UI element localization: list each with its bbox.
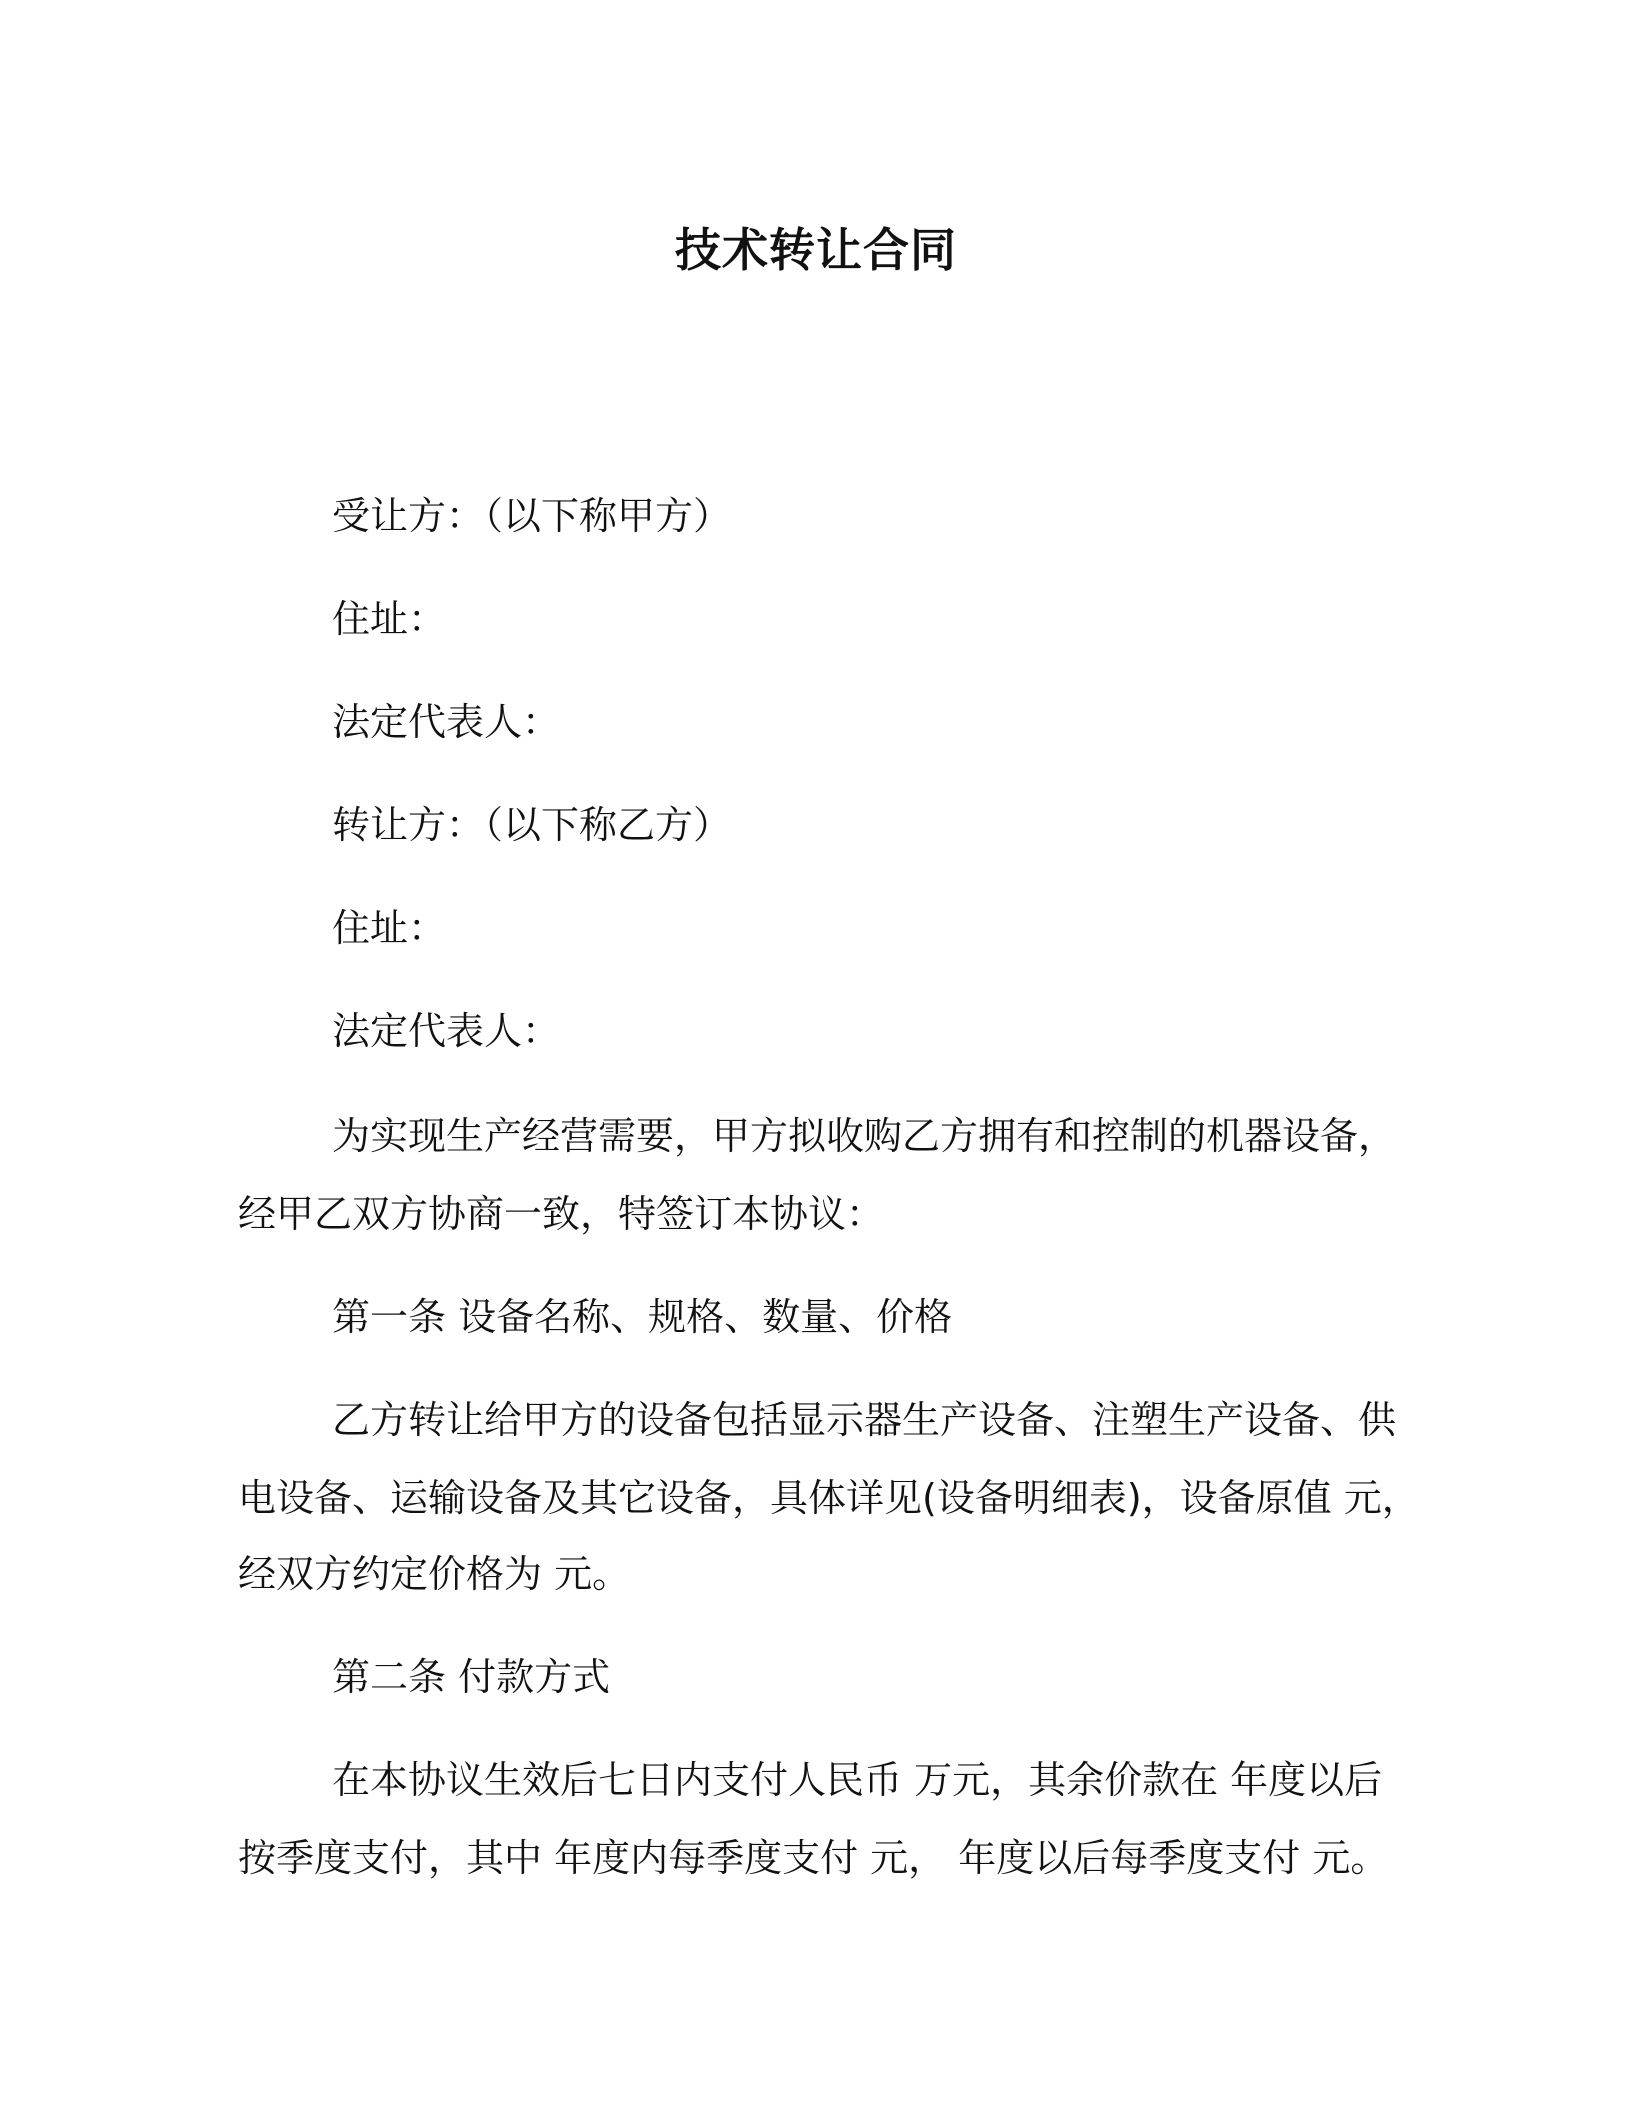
article-2-heading: 第二条 付款方式	[332, 1655, 611, 1699]
article-2-line-2: 按季度支付，其中 年度内每季度支付 元， 年度以后每季度支付 元。	[238, 1836, 1389, 1880]
article-1-heading: 第一条 设备名称、规格、数量、价格	[332, 1295, 953, 1339]
preamble-line-2: 经甲乙双方协商一致，特签订本协议：	[238, 1192, 885, 1236]
transferee-representative-label: 法定代表人：	[332, 700, 561, 744]
transferee-label: 受让方：（以下称甲方）	[332, 494, 732, 538]
article-1-line-2: 电设备、运输设备及其它设备，具体详见(设备明细表)，设备原值 元，	[238, 1476, 1420, 1520]
transferor-representative-label: 法定代表人：	[332, 1009, 561, 1053]
article-2-line-1: 在本协议生效后七日内支付人民币 万元，其余价款在 年度以后	[332, 1758, 1383, 1802]
document-title: 技术转让合同	[675, 223, 957, 277]
transferor-label: 转让方：（以下称乙方）	[332, 803, 732, 847]
article-1-line-1: 乙方转让给甲方的设备包括显示器生产设备、注塑生产设备、供	[332, 1398, 1397, 1442]
preamble-line-1: 为实现生产经营需要，甲方拟收购乙方拥有和控制的机器设备，	[332, 1114, 1397, 1158]
article-1-line-3: 经双方约定价格为 元。	[238, 1552, 631, 1596]
transferor-address-label: 住址：	[332, 906, 447, 950]
transferee-address-label: 住址：	[332, 597, 447, 641]
